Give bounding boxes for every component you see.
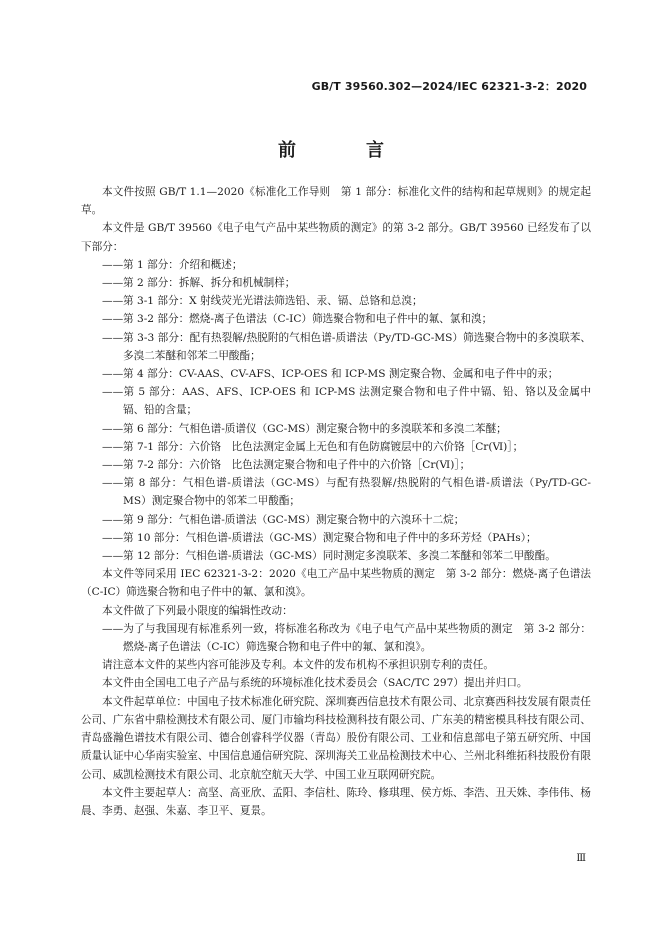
list-item — [81, 456, 591, 474]
list-item — [81, 365, 591, 383]
list-item — [81, 420, 591, 438]
paragraph-drafting-units: 本文件起草单位：中国电子技术标准化研究院、深圳赛西信息技术有限公司、北京赛西科技发展有限责任公司、广东省中鼎检测技术有限公司、厦门市输均科技检测科技有限公司、广东美的精密模具科技有限公司、青岛盛瀚色谱技术有限公司、德合创睿科学仪器（青岛）股份有限公司、工业和信息部电子第五研究所、中国质量认证中心华南实验室、中国信息通信研究院、深圳海关工业品检测技术中心、兰州北科维拓科技股份有限公司、威凯检测技术有限公司、北京航空航天大学、中国工业互联网研究院。 — [81, 695, 591, 781]
parts-list — [81, 256, 591, 565]
paragraph-iec-adoption: 本文件等同采用 IEC 62321-3-2：2020《电工产品中某些物质的测定 第 3-2 部分：燃烧-离子色谱法（C-IC）筛选聚合物和电子件中的氟、氯和溴》。 — [81, 568, 591, 599]
list-item-text: 第 7-1 部分：六价铬 比色法测定金属上无色和有色防腐镀层中的六价铬［Cr(Ⅵ)］； — [123, 440, 524, 453]
list-item — [81, 292, 591, 310]
paragraph-series-intro: 本文件是 GB/T 39560《电子电气产品中某些物质的测定》的第 3-2 部分。GB/T 39560 已经发布了以下部分： — [81, 222, 591, 253]
list-dash: —— — [102, 513, 124, 526]
list-item-text: 第 9 部分：气相色谱-质谱法（GC-MS）测定聚合物中的六溴环十二烷； — [123, 513, 465, 526]
paragraph-committee: 本文件由全国电工电子产品与系统的环境标准化技术委员会（SAC/TC 297）提出并归口。 — [102, 677, 528, 690]
list-item-text: 为了与我国现有标准系列一致，将标准名称改为《电子电气产品中某些物质的测定 第 3-2 部分：燃烧-离子色谱法（C-IC）筛选聚合物和电子件中的氟、氯和溴》。 — [123, 622, 591, 654]
paragraph-edits-intro: 本文件做了下列最小限度的编辑性改动： — [102, 604, 293, 617]
list-item — [81, 474, 591, 510]
list-item — [81, 438, 591, 456]
list-item-text: 第 8 部分：气相色谱-质谱法（GC-MS）与配有热裂解/热脱附的气相色谱-质谱法（Py/TD-GC-MS）测定聚合物中的邻苯二甲酸酯； — [123, 477, 591, 508]
list-item — [81, 511, 591, 529]
list-dash: —— — [102, 368, 124, 381]
list-item-text: 第 3-1 部分：X 射线荧光光谱法筛选铅、汞、镉、总铬和总溴； — [123, 295, 423, 308]
list-item — [81, 274, 591, 292]
list-dash: —— — [102, 622, 124, 635]
list-dash: —— — [102, 531, 124, 544]
list-item — [81, 529, 591, 547]
edits-list — [81, 620, 591, 656]
list-dash: —— — [102, 422, 124, 435]
list-item — [81, 620, 591, 656]
list-item — [81, 256, 591, 274]
list-dash: —— — [102, 477, 124, 490]
paragraph-drafting-rules: 本文件按照 GB/T 1.1—2020《标准化工作导则 第 1 部分：标准化文件的结构和起草规则》的规定起草。 — [81, 186, 591, 217]
list-item-text: 第 5 部分：AAS、AFS、ICP-OES 和 ICP-MS 法测定聚合物和电子件中镉、铅、铬以及金属中镉、铅的含量； — [123, 386, 591, 417]
list-dash: —— — [102, 258, 124, 271]
list-dash: —— — [102, 313, 124, 326]
list-item — [81, 329, 591, 365]
paragraph-patent-notice: 请注意本文件的某些内容可能涉及专利。本文件的发布机构不承担识别专利的责任。 — [102, 659, 494, 672]
list-item-text: 第 12 部分：气相色谱-质谱法（GC-MS）同时测定多溴联苯、多溴二苯醚和邻苯二甲酸酯。 — [123, 550, 556, 563]
list-item-text: 第 4 部分：CV-AAS、CV-AFS、ICP-OES 和 ICP-MS 测定聚合物、金属和电子件中的汞； — [123, 368, 559, 381]
list-item — [81, 310, 591, 328]
list-dash: —— — [102, 459, 124, 472]
list-dash: —— — [102, 386, 124, 399]
page-title: 前 言 — [278, 140, 410, 161]
list-item — [81, 383, 591, 419]
paragraph-drafters: 本文件主要起草人：高坚、高亚欣、孟阳、李信杜、陈玲、修琪理、侯方烁、李浩、丑天姝、李伟伟、杨晨、李勇、赵强、朱嘉、李卫平、夏景。 — [81, 786, 591, 817]
list-dash: —— — [102, 550, 124, 563]
list-item-text: 第 6 部分：气相色谱-质谱仪（GC-MS）测定聚合物中的多溴联苯和多溴二苯醚； — [123, 422, 507, 435]
standard-code-header: GB/T 39560.302—2024/IEC 62321-3-2：2020 — [311, 80, 587, 93]
list-item-text: 第 3-2 部分：燃烧-离子色谱法（C-IC）筛选聚合物和电子件中的氟、氯和溴； — [123, 313, 493, 326]
list-item-text: 第 1 部分：介绍和概述； — [123, 258, 243, 271]
foreword-body — [81, 183, 591, 820]
list-dash: —— — [102, 440, 124, 453]
list-item-text: 第 10 部分：气相色谱-质谱法（GC-MS）测定聚合物和电子件中的多环芳烃（PAHs）； — [123, 531, 537, 544]
list-item-text: 第 2 部分：拆解、拆分和机械制样； — [123, 277, 296, 290]
list-dash: —— — [102, 331, 124, 344]
page-number: Ⅲ — [576, 853, 586, 864]
list-item-text: 第 3-3 部分：配有热裂解/热脱附的气相色谱-质谱法（Py/TD-GC-MS）筛选聚合物中的多溴联苯、多溴二苯醚和邻苯二甲酸酯； — [123, 331, 591, 362]
list-dash: —— — [102, 277, 124, 290]
list-item-text: 第 7-2 部分：六价铬 比色法测定聚合物和电子件中的六价铬［Cr(Ⅵ)］； — [123, 459, 471, 472]
list-item — [81, 547, 591, 565]
list-dash: —— — [102, 295, 124, 308]
